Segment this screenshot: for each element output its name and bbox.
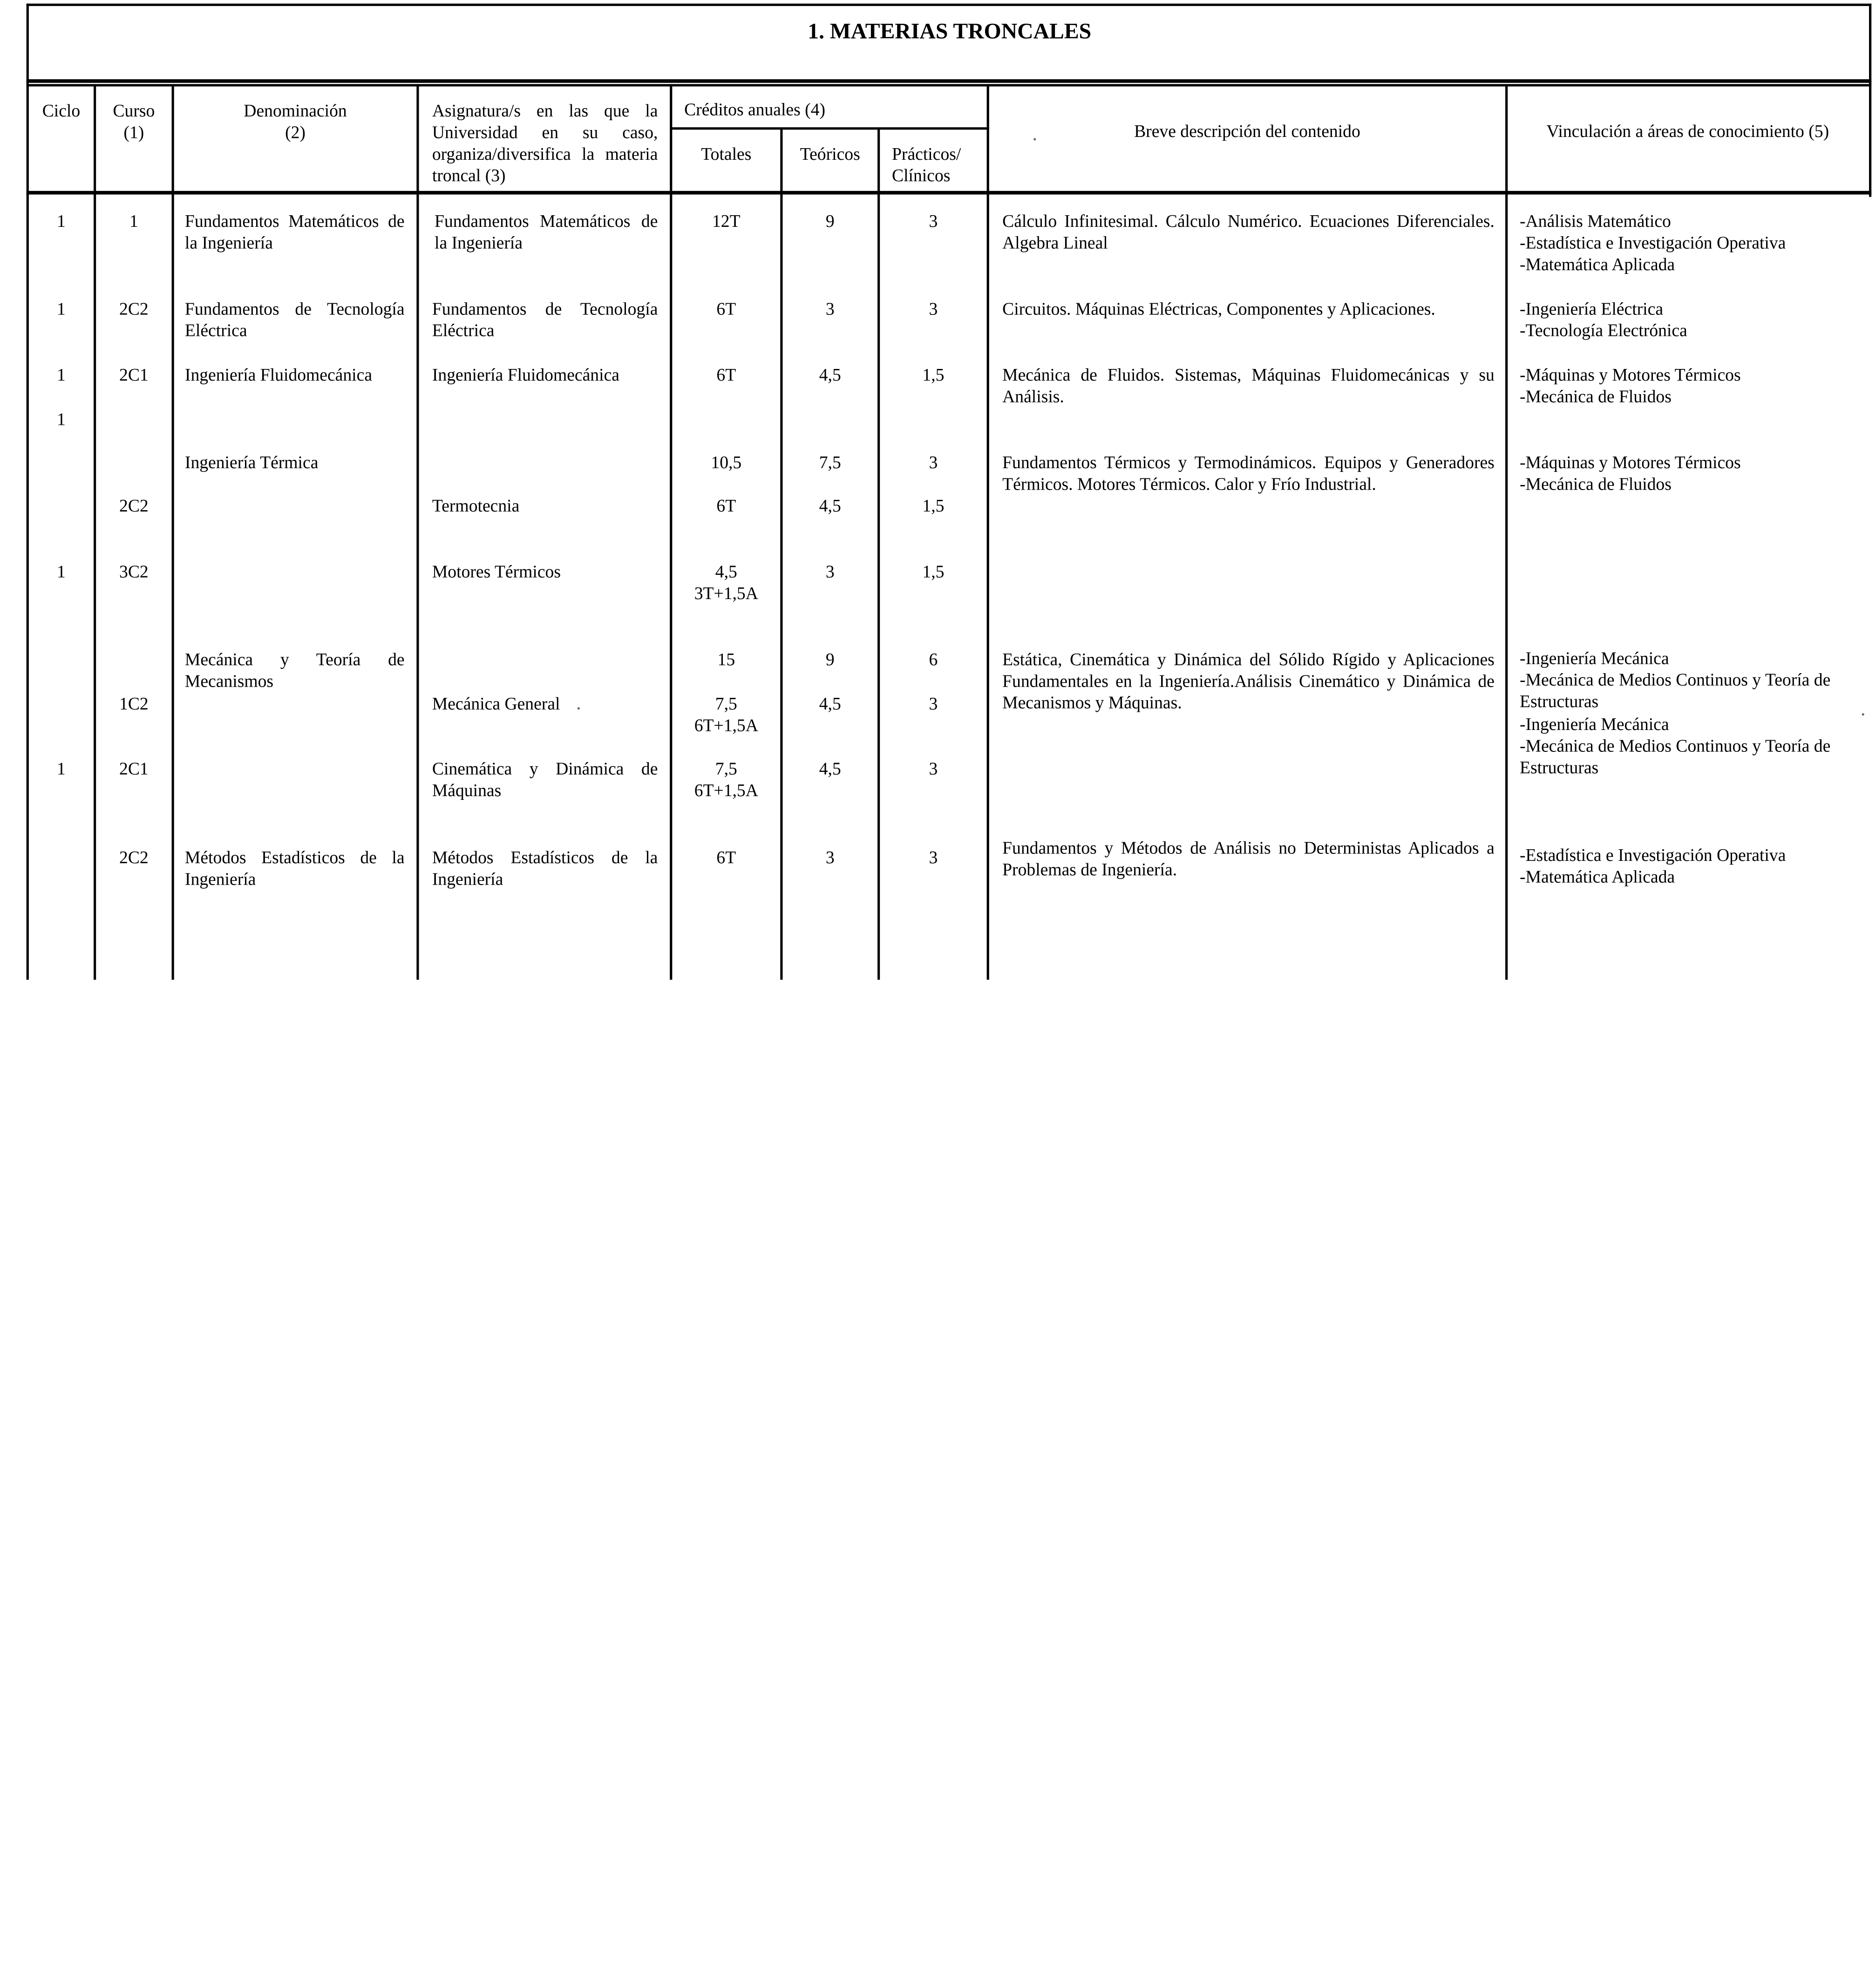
column-divider-denominacion — [416, 84, 419, 980]
row-1-totales: 6T — [716, 300, 736, 320]
row-0-totales: 12T — [712, 212, 741, 232]
row-1-denominacion: Fundamentos de Tecnología Eléctrica — [184, 300, 405, 341]
row-8-curso: 1C2 — [119, 695, 149, 715]
row-8-asignatura: Mecánica General — [432, 695, 560, 715]
creditos-subheader-border — [670, 127, 989, 130]
row-8-teoricos: 4,5 — [819, 695, 841, 715]
row-2-asignatura: Ingeniería Fluidomecánica — [432, 366, 619, 386]
row-8-vinculacion: -Ingeniería Mecánica -Mecánica de Medios Continuos y Teoría de Estructuras — [1519, 716, 1831, 778]
header-denominacion: Denominación (2) — [244, 102, 347, 143]
row-0-asignatura: Fundamentos Matemáticos de la Ingeniería — [435, 212, 658, 253]
row-2-curso: 2C1 — [119, 366, 149, 386]
header-bottom-border — [27, 191, 1871, 195]
row-7-denominacion: Mecánica y Teoría de Mecanismos — [184, 650, 405, 692]
row-1-curso: 2C2 — [119, 300, 149, 320]
row-10-curso: 2C2 — [119, 849, 149, 868]
column-divider-curso — [172, 84, 174, 980]
row-0-curso: 1 — [129, 212, 138, 232]
row-0-denominacion: Fundamentos Matemáticos de la Ingeniería — [184, 212, 405, 253]
row-9-asignatura: Cinemática y Dinámica de Máquinas — [432, 760, 658, 801]
row-9-teoricos: 4,5 — [819, 760, 841, 779]
scan-speck — [1033, 138, 1036, 140]
row-9-ciclo: 1 — [57, 760, 66, 779]
row-2-teoricos: 4,5 — [819, 366, 841, 386]
row-8-practicos: 3 — [929, 695, 938, 715]
header-descripcion: Breve descripción del contenido — [1134, 122, 1360, 142]
row-0-vinculacion: -Análisis Matemático -Estadística e Investigación Operativa -Matemática Aplicada — [1519, 212, 1786, 275]
row-3-ciclo: 1 — [57, 410, 66, 430]
row-7-vinculacion: -Ingeniería Mecánica -Mecánica de Medios Continuos y Teoría de Estructuras — [1519, 649, 1831, 712]
row-6-asignatura: Motores Térmicos — [432, 563, 561, 583]
row-0-ciclo: 1 — [57, 212, 66, 232]
row-6-curso: 3C2 — [119, 563, 149, 583]
row-2-denominacion: Ingeniería Fluidomecánica — [184, 366, 373, 386]
row-10-descripcion: Fundamentos y Métodos de Análisis no Deterministas Aplicados a Problemas de Ingeniería. — [1002, 839, 1495, 880]
row-0-teoricos: 9 — [825, 212, 835, 232]
row-6-teoricos: 3 — [825, 563, 835, 583]
row-10-asignatura: Métodos Estadísticos de la Ingeniería — [432, 849, 658, 890]
row-4-denominacion: Ingeniería Térmica — [184, 454, 319, 473]
row-1-asignatura: Fundamentos de Tecnología Eléctrica — [432, 300, 658, 341]
row-8-totales: 7,5 6T+1,5A — [694, 695, 758, 736]
header-creditos-anuales: Créditos anuales (4) — [684, 101, 826, 120]
row-6-totales: 4,5 3T+1,5A — [694, 563, 758, 604]
row-1-vinculacion: -Ingeniería Eléctrica -Tecnología Electrónica — [1519, 300, 1687, 341]
column-divider-creditos — [987, 84, 989, 980]
row-10-practicos: 3 — [929, 849, 938, 868]
row-9-practicos: 3 — [929, 760, 938, 779]
row-2-practicos: 1,5 — [922, 366, 945, 386]
row-1-descripcion: Circuitos. Máquinas Eléctricas, Componentes y Aplicaciones. — [1002, 300, 1435, 320]
row-2-vinculacion: -Máquinas y Motores Térmicos -Mecánica de Fluidos — [1519, 366, 1741, 407]
title-box-bottom-border — [27, 79, 1871, 83]
row-1-ciclo: 1 — [57, 300, 66, 320]
row-1-teoricos: 3 — [825, 300, 835, 320]
table-left-border — [27, 4, 29, 980]
row-9-curso: 2C1 — [119, 760, 149, 779]
header-practicos: Prácticos/ Clínicos — [892, 145, 961, 186]
title-box-top-border — [27, 4, 1871, 6]
column-divider-descripcion — [1505, 84, 1508, 980]
row-4-totales: 10,5 — [711, 454, 742, 473]
row-6-practicos: 1,5 — [922, 563, 945, 583]
header-curso: Curso (1) — [113, 102, 155, 143]
row-4-teoricos: 7,5 — [819, 454, 841, 473]
row-7-practicos: 6 — [929, 650, 938, 670]
page-title: 1. MATERIAS TRONCALES — [808, 20, 1092, 45]
header-teoricos: Teóricos — [800, 145, 860, 165]
row-2-totales: 6T — [716, 366, 736, 386]
header-ciclo: Ciclo — [42, 102, 81, 122]
row-5-curso: 2C2 — [119, 497, 149, 517]
scan-speck — [578, 707, 580, 709]
row-0-descripcion: Cálculo Infinitesimal. Cálculo Numérico. Ecuaciones Diferenciales. Algebra Lineal — [1002, 212, 1495, 253]
row-7-totales: 15 — [717, 650, 735, 670]
row-5-practicos: 1,5 — [922, 497, 945, 517]
row-10-teoricos: 3 — [825, 849, 835, 868]
header-top-border — [27, 84, 1871, 86]
row-9-totales: 7,5 6T+1,5A — [694, 760, 758, 801]
row-5-asignatura: Termotecnia — [432, 497, 520, 517]
scan-speck — [1862, 713, 1864, 716]
row-1-practicos: 3 — [929, 300, 938, 320]
row-7-teoricos: 9 — [825, 650, 835, 670]
row-4-practicos: 3 — [929, 454, 938, 473]
row-2-descripcion: Mecánica de Fluidos. Sistemas, Máquinas Fluidomecánicas y su Análisis. — [1002, 366, 1495, 407]
header-vinculacion: Vinculación a áreas de conocimiento (5) — [1546, 122, 1829, 142]
row-10-vinculacion: -Estadística e Investigación Operativa -Matemática Aplicada — [1519, 846, 1786, 887]
row-7-descripcion: Estática, Cinemática y Dinámica del Sólido Rígido y Aplicaciones Fundamentales en la Ingeniería.Análisis Cinemático y Dinámica de Mecanismos y Máquinas. — [1002, 650, 1495, 713]
header-asignatura: Asignatura/s en las que la Universidad en su caso, organiza/diversifica la materia troncal (3) — [432, 102, 658, 186]
row-10-denominacion: Métodos Estadísticos de la Ingeniería — [184, 849, 405, 890]
row-2-ciclo: 1 — [57, 366, 66, 386]
header-totales: Totales — [701, 145, 752, 165]
row-4-descripcion: Fundamentos Térmicos y Termodinámicos. Equipos y Generadores Térmicos. Motores Térmicos. Calor y Frío Industrial. — [1002, 454, 1495, 495]
row-0-practicos: 3 — [929, 212, 938, 232]
row-10-totales: 6T — [716, 849, 736, 868]
row-4-vinculacion: -Máquinas y Motores Térmicos -Mecánica de Fluidos — [1519, 454, 1741, 495]
row-5-totales: 6T — [716, 497, 736, 517]
row-6-ciclo: 1 — [57, 563, 66, 583]
row-5-teoricos: 4,5 — [819, 497, 841, 517]
